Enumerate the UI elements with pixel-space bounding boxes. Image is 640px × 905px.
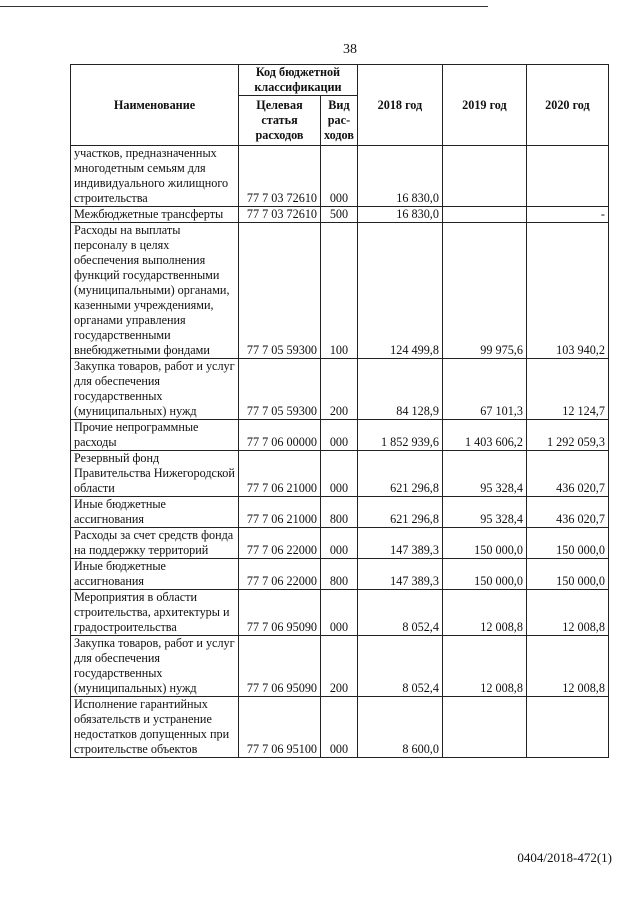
header-2020: 2020 год [526,65,608,146]
row-expense-type: 200 [321,359,358,420]
header-2019: 2019 год [442,65,526,146]
row-name: Прочие непрограммные расходы [71,420,239,451]
row-expense-type: 000 [321,420,358,451]
row-2018: 621 296,8 [357,451,442,497]
row-target-article: 77 7 06 95100 [239,697,321,758]
row-2019: 99 975,6 [442,223,526,359]
row-2018: 621 296,8 [357,497,442,528]
table-row [71,223,609,359]
row-name: Закупка товаров, работ и услуг для обеспечения государственных (муниципальных) нужд [71,636,239,697]
table-row [71,590,609,636]
row-2018: 1 852 939,6 [357,420,442,451]
table-row [71,359,609,420]
table-row [71,420,609,451]
row-2020: 103 940,2 [526,223,608,359]
row-name: Иные бюджетные ассигнования [71,559,239,590]
row-expense-type: 000 [321,697,358,758]
row-target-article: 77 7 03 72610 [239,146,321,207]
row-expense-type: 500 [321,207,358,223]
row-2019: 95 328,4 [442,497,526,528]
table-row [71,697,609,758]
header-2018: 2018 год [357,65,442,146]
row-target-article: 77 7 06 22000 [239,559,321,590]
row-2019: 12 008,8 [442,636,526,697]
header-budget-code: Код бюджетной классификации [239,65,358,96]
row-2018: 147 389,3 [357,559,442,590]
row-target-article: 77 7 03 72610 [239,207,321,223]
table-row [71,146,609,207]
row-2018: 8 052,4 [357,590,442,636]
row-2020: 150 000,0 [526,528,608,559]
row-name: Иные бюджетные ассигнования [71,497,239,528]
row-target-article: 77 7 06 95090 [239,636,321,697]
header-target-article: Целевая статья расходов [239,96,321,146]
row-name: Расходы на выплаты персоналу в целях обеспечения выполнения функций государственными (муниципальными) органами, казенными учреждениями, органами управления государственными внебюджетными фондами [71,223,239,359]
header-name: Наименование [71,65,239,146]
row-2018: 84 128,9 [357,359,442,420]
row-2019: 95 328,4 [442,451,526,497]
row-name: Межбюджетные трансферты [71,207,239,223]
table-row [71,636,609,697]
row-expense-type: 200 [321,636,358,697]
row-2020: 436 020,7 [526,451,608,497]
row-target-article: 77 7 05 59300 [239,359,321,420]
row-expense-type: 000 [321,528,358,559]
row-2018: 8 052,4 [357,636,442,697]
row-name: Закупка товаров, работ и услуг для обеспечения государственных (муниципальных) нужд [71,359,239,420]
row-name: Резервный фонд Правительства Нижегородской области [71,451,239,497]
row-2019: 150 000,0 [442,559,526,590]
row-2020: 1 292 059,3 [526,420,608,451]
row-target-article: 77 7 06 21000 [239,451,321,497]
table-row [71,497,609,528]
row-2020 [526,146,608,207]
row-2019: 150 000,0 [442,528,526,559]
row-2019 [442,697,526,758]
row-2019 [442,146,526,207]
header-expense-type: Вид рас-ходов [321,96,358,146]
row-2020: 12 124,7 [526,359,608,420]
row-2020: 12 008,8 [526,636,608,697]
table-row [71,451,609,497]
row-name: Мероприятия в области строительства, архитектуры и градостроительства [71,590,239,636]
page-number: 38 [343,42,357,57]
row-2019: 1 403 606,2 [442,420,526,451]
row-2019: 12 008,8 [442,590,526,636]
row-2019: 67 101,3 [442,359,526,420]
row-expense-type: 000 [321,590,358,636]
row-target-article: 77 7 06 95090 [239,590,321,636]
row-2020: 436 020,7 [526,497,608,528]
row-2018: 124 499,8 [357,223,442,359]
row-2020: 150 000,0 [526,559,608,590]
row-name: Расходы за счет средств фонда на поддержку территорий [71,528,239,559]
row-target-article: 77 7 05 59300 [239,223,321,359]
row-2020 [526,697,608,758]
row-target-article: 77 7 06 22000 [239,528,321,559]
row-2018: 147 389,3 [357,528,442,559]
table-row [71,559,609,590]
table-row [71,207,609,223]
row-2019 [442,207,526,223]
row-2020: 12 008,8 [526,590,608,636]
top-rule [0,6,488,7]
row-expense-type: 800 [321,497,358,528]
row-name: участков, предназначенных многодетным семьям для индивидуального жилищного строительства [71,146,239,207]
row-2018: 16 830,0 [357,207,442,223]
row-expense-type: 000 [321,451,358,497]
row-target-article: 77 7 06 00000 [239,420,321,451]
budget-table [70,64,609,758]
row-2018: 16 830,0 [357,146,442,207]
document-code: 0404/2018-472(1) [517,850,612,865]
row-name: Исполнение гарантийных обязательств и устранение недостатков допущенных при строительстве объектов [71,697,239,758]
row-expense-type: 800 [321,559,358,590]
row-2018: 8 600,0 [357,697,442,758]
row-expense-type: 100 [321,223,358,359]
table-row [71,528,609,559]
row-target-article: 77 7 06 21000 [239,497,321,528]
row-2020: - [526,207,608,223]
row-expense-type: 000 [321,146,358,207]
